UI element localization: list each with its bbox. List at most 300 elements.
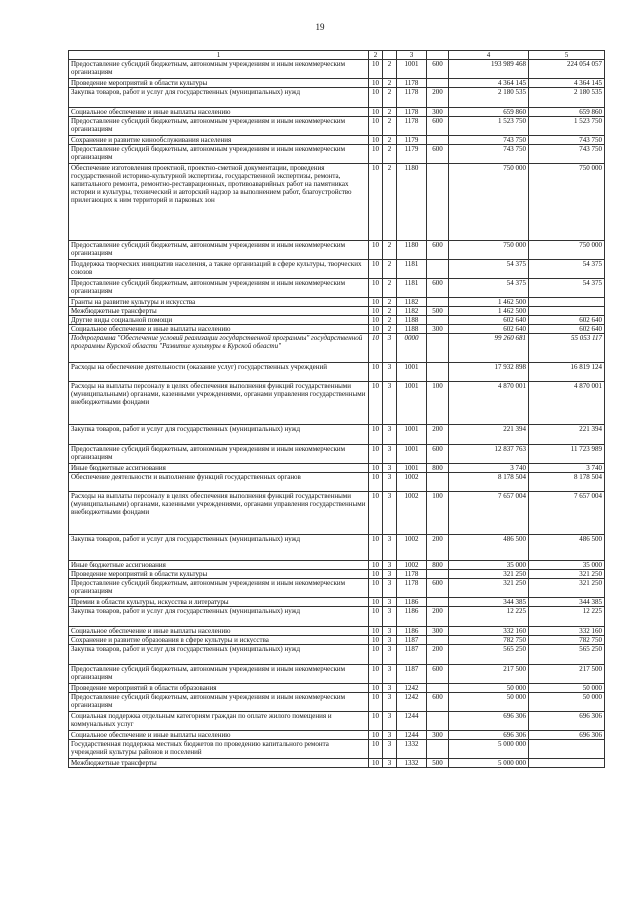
article-cell: 1002 bbox=[397, 561, 427, 570]
subsection-cell: 3 bbox=[383, 445, 397, 464]
subsection-cell: 2 bbox=[383, 117, 397, 136]
name-cell: Премии в области культуры, искусства и литературы bbox=[69, 598, 369, 607]
table-row bbox=[69, 79, 605, 88]
expense-type-cell bbox=[427, 164, 449, 241]
amount-year2-cell: 11 723 989 bbox=[529, 445, 605, 464]
amount-year2-cell: 4 870 001 bbox=[529, 382, 605, 425]
amount-year2-cell: 12 225 bbox=[529, 607, 605, 627]
subsection-cell: 2 bbox=[383, 325, 397, 334]
table-row bbox=[69, 636, 605, 645]
header-cell: 1 bbox=[69, 51, 369, 60]
amount-year1-cell: 54 375 bbox=[449, 279, 529, 298]
article-cell: 1186 bbox=[397, 627, 427, 636]
amount-year2-cell: 217 500 bbox=[529, 665, 605, 684]
expense-type-cell: 600 bbox=[427, 665, 449, 684]
name-cell: Социальное обеспечение и иные выплаты населению bbox=[69, 325, 369, 334]
name-cell: Социальная поддержка отдельным категориям граждан по оплате жилого помещения и коммунальных услуг bbox=[69, 712, 369, 731]
amount-year2-cell: 8 178 504 bbox=[529, 473, 605, 492]
expense-type-cell: 100 bbox=[427, 382, 449, 425]
article-cell: 1242 bbox=[397, 684, 427, 693]
amount-year1-cell: 743 750 bbox=[449, 136, 529, 145]
name-cell: Социальное обеспечение и иные выплаты населению bbox=[69, 627, 369, 636]
section-cell: 10 bbox=[369, 627, 383, 636]
amount-year1-cell: 17 932 898 bbox=[449, 363, 529, 382]
article-cell: 1179 bbox=[397, 136, 427, 145]
expense-type-cell: 600 bbox=[427, 579, 449, 598]
header-cell: 2 bbox=[369, 51, 383, 60]
subsection-cell: 2 bbox=[383, 307, 397, 316]
subsection-cell: 3 bbox=[383, 473, 397, 492]
article-cell: 1001 bbox=[397, 382, 427, 425]
table-row bbox=[69, 279, 605, 298]
subsection-cell: 3 bbox=[383, 684, 397, 693]
section-cell: 10 bbox=[369, 117, 383, 136]
expense-type-cell: 100 bbox=[427, 492, 449, 535]
budget-table bbox=[68, 50, 605, 768]
article-cell: 1187 bbox=[397, 636, 427, 645]
table-row bbox=[69, 117, 605, 136]
section-cell: 10 bbox=[369, 464, 383, 473]
table-row bbox=[69, 136, 605, 145]
expense-type-cell bbox=[427, 363, 449, 382]
amount-year2-cell: 486 500 bbox=[529, 535, 605, 561]
amount-year1-cell: 5 000 000 bbox=[449, 759, 529, 768]
amount-year2-cell: 782 750 bbox=[529, 636, 605, 645]
section-cell: 10 bbox=[369, 260, 383, 279]
table-row bbox=[69, 740, 605, 759]
name-cell: Закупка товаров, работ и услуг для государственных (муниципальных) нужд bbox=[69, 425, 369, 445]
amount-year2-cell: 3 740 bbox=[529, 464, 605, 473]
article-cell: 1187 bbox=[397, 665, 427, 684]
section-cell: 10 bbox=[369, 298, 383, 307]
name-cell: Предоставление субсидий бюджетным, автономным учреждениям и иным некоммерческим организациям bbox=[69, 117, 369, 136]
section-cell: 10 bbox=[369, 731, 383, 740]
subsection-cell: 3 bbox=[383, 693, 397, 712]
amount-year1-cell: 602 640 bbox=[449, 325, 529, 334]
subsection-cell: 3 bbox=[383, 740, 397, 759]
subsection-cell: 3 bbox=[383, 561, 397, 570]
expense-type-cell bbox=[427, 334, 449, 363]
amount-year1-cell: 7 657 004 bbox=[449, 492, 529, 535]
expense-type-cell: 300 bbox=[427, 108, 449, 117]
table-row bbox=[69, 665, 605, 684]
expense-type-cell: 600 bbox=[427, 279, 449, 298]
expense-type-cell: 800 bbox=[427, 464, 449, 473]
name-cell: Межбюджетные трансферты bbox=[69, 759, 369, 768]
name-cell: Обеспечение деятельности и выполнение функций государственных органов bbox=[69, 473, 369, 492]
article-cell: 1182 bbox=[397, 307, 427, 316]
article-cell: 1242 bbox=[397, 693, 427, 712]
section-cell: 10 bbox=[369, 684, 383, 693]
name-cell: Предоставление субсидий бюджетным, автономным учреждениям и иным некоммерческим организациям bbox=[69, 665, 369, 684]
section-cell: 10 bbox=[369, 307, 383, 316]
article-cell: 1188 bbox=[397, 325, 427, 334]
amount-year1-cell: 12 225 bbox=[449, 607, 529, 627]
subsection-cell: 2 bbox=[383, 316, 397, 325]
table-row bbox=[69, 627, 605, 636]
subsection-cell: 3 bbox=[383, 464, 397, 473]
name-cell: Расходы на выплаты персоналу в целях обеспечения выполнения функций государственными (муниципальными) органами, казенными учреждениями, органами управления государственными внебюджетными фондами bbox=[69, 492, 369, 535]
amount-year1-cell: 50 000 bbox=[449, 693, 529, 712]
section-cell: 10 bbox=[369, 598, 383, 607]
subsection-cell: 3 bbox=[383, 382, 397, 425]
name-cell: Сохранение и развитие кинообслуживания населения bbox=[69, 136, 369, 145]
name-cell: Подпрограмма "Обеспечение условий реализации государственной программы" государственной программы Курской области "Развитие культуры в Курской области" bbox=[69, 334, 369, 363]
table-row bbox=[69, 464, 605, 473]
amount-year1-cell: 8 178 504 bbox=[449, 473, 529, 492]
subsection-cell: 3 bbox=[383, 607, 397, 627]
table-row bbox=[69, 241, 605, 260]
subsection-cell: 2 bbox=[383, 60, 397, 79]
expense-type-cell: 300 bbox=[427, 731, 449, 740]
article-cell: 1187 bbox=[397, 645, 427, 665]
article-cell: 1178 bbox=[397, 79, 427, 88]
name-cell: Предоставление субсидий бюджетным, автономным учреждениям и иным некоммерческим организациям bbox=[69, 241, 369, 260]
section-cell: 10 bbox=[369, 241, 383, 260]
amount-year2-cell: 565 250 bbox=[529, 645, 605, 665]
expense-type-cell: 200 bbox=[427, 88, 449, 108]
section-cell: 10 bbox=[369, 712, 383, 731]
table-row bbox=[69, 607, 605, 627]
expense-type-cell: 300 bbox=[427, 627, 449, 636]
section-cell: 10 bbox=[369, 693, 383, 712]
section-cell: 10 bbox=[369, 636, 383, 645]
name-cell: Поддержка творческих инициатив населения, а также организаций в сфере культуры, творческих союзов bbox=[69, 260, 369, 279]
name-cell: Социальное обеспечение и иные выплаты населению bbox=[69, 731, 369, 740]
table-row bbox=[69, 60, 605, 79]
name-cell: Государственная поддержка местных бюджетов по проведению капитального ремонта учреждений культуры районов и поселений bbox=[69, 740, 369, 759]
expense-type-cell bbox=[427, 298, 449, 307]
amount-year1-cell: 193 989 468 bbox=[449, 60, 529, 79]
expense-type-cell: 600 bbox=[427, 60, 449, 79]
table-header-row bbox=[69, 51, 605, 60]
subsection-cell: 3 bbox=[383, 627, 397, 636]
article-cell: 1186 bbox=[397, 607, 427, 627]
section-cell: 10 bbox=[369, 279, 383, 298]
amount-year1-cell: 35 000 bbox=[449, 561, 529, 570]
section-cell: 10 bbox=[369, 136, 383, 145]
expense-type-cell: 200 bbox=[427, 607, 449, 627]
header-cell: 4 bbox=[449, 51, 529, 60]
table-row bbox=[69, 88, 605, 108]
expense-type-cell bbox=[427, 712, 449, 731]
section-cell: 10 bbox=[369, 334, 383, 363]
name-cell: Расходы на обеспечение деятельности (оказание услуг) государственных учреждений bbox=[69, 363, 369, 382]
name-cell: Предоставление субсидий бюджетным, автономным учреждениям и иным некоммерческим организациям bbox=[69, 445, 369, 464]
header-cell: 3 bbox=[397, 51, 427, 60]
amount-year1-cell: 696 306 bbox=[449, 712, 529, 731]
article-cell: 1002 bbox=[397, 492, 427, 535]
subsection-cell: 3 bbox=[383, 535, 397, 561]
article-cell: 1180 bbox=[397, 241, 427, 260]
name-cell: Проведение мероприятий в области культуры bbox=[69, 570, 369, 579]
section-cell: 10 bbox=[369, 164, 383, 241]
expense-type-cell: 200 bbox=[427, 535, 449, 561]
subsection-cell: 2 bbox=[383, 79, 397, 88]
expense-type-cell: 600 bbox=[427, 145, 449, 164]
section-cell: 10 bbox=[369, 579, 383, 598]
name-cell: Иные бюджетные ассигнования bbox=[69, 464, 369, 473]
expense-type-cell bbox=[427, 570, 449, 579]
amount-year1-cell: 486 500 bbox=[449, 535, 529, 561]
article-cell: 1178 bbox=[397, 117, 427, 136]
expense-type-cell bbox=[427, 473, 449, 492]
expense-type-cell bbox=[427, 740, 449, 759]
name-cell: Предоставление субсидий бюджетным, автономным учреждениям и иным некоммерческим организациям bbox=[69, 693, 369, 712]
amount-year2-cell: 55 053 117 bbox=[529, 334, 605, 363]
table-row bbox=[69, 382, 605, 425]
name-cell: Предоставление субсидий бюджетным, автономным учреждениям и иным некоммерческим организациям bbox=[69, 145, 369, 164]
article-cell: 1178 bbox=[397, 579, 427, 598]
name-cell: Предоставление субсидий бюджетным, автономным учреждениям и иным некоммерческим организациям bbox=[69, 279, 369, 298]
amount-year1-cell: 659 860 bbox=[449, 108, 529, 117]
name-cell: Закупка товаров, работ и услуг для государственных (муниципальных) нужд bbox=[69, 645, 369, 665]
section-cell: 10 bbox=[369, 363, 383, 382]
amount-year1-cell: 4 364 145 bbox=[449, 79, 529, 88]
table-row bbox=[69, 579, 605, 598]
article-cell: 1001 bbox=[397, 464, 427, 473]
section-cell: 10 bbox=[369, 473, 383, 492]
page-number: 19 bbox=[315, 22, 325, 32]
section-cell: 10 bbox=[369, 79, 383, 88]
table-row bbox=[69, 731, 605, 740]
section-cell: 10 bbox=[369, 492, 383, 535]
article-cell: 1178 bbox=[397, 88, 427, 108]
amount-year2-cell: 1 523 750 bbox=[529, 117, 605, 136]
section-cell: 10 bbox=[369, 535, 383, 561]
table-row bbox=[69, 684, 605, 693]
article-cell: 1179 bbox=[397, 145, 427, 164]
table-row bbox=[69, 598, 605, 607]
section-cell: 10 bbox=[369, 325, 383, 334]
expense-type-cell bbox=[427, 684, 449, 693]
expense-type-cell: 600 bbox=[427, 445, 449, 464]
table-row bbox=[69, 535, 605, 561]
article-cell: 1001 bbox=[397, 445, 427, 464]
table-row bbox=[69, 759, 605, 768]
section-cell: 10 bbox=[369, 60, 383, 79]
subsection-cell: 2 bbox=[383, 108, 397, 117]
amount-year1-cell: 12 837 763 bbox=[449, 445, 529, 464]
amount-year1-cell: 1 462 500 bbox=[449, 298, 529, 307]
amount-year2-cell: 743 750 bbox=[529, 136, 605, 145]
amount-year2-cell: 35 000 bbox=[529, 561, 605, 570]
amount-year2-cell: 602 640 bbox=[529, 316, 605, 325]
name-cell: Закупка товаров, работ и услуг для государственных (муниципальных) нужд bbox=[69, 88, 369, 108]
section-cell: 10 bbox=[369, 145, 383, 164]
name-cell: Закупка товаров, работ и услуг для государственных (муниципальных) нужд bbox=[69, 607, 369, 627]
table-row bbox=[69, 693, 605, 712]
table-row bbox=[69, 570, 605, 579]
amount-year2-cell: 321 250 bbox=[529, 579, 605, 598]
subsection-cell: 3 bbox=[383, 645, 397, 665]
amount-year2-cell: 221 394 bbox=[529, 425, 605, 445]
subsection-cell: 2 bbox=[383, 279, 397, 298]
name-cell: Иные бюджетные ассигнования bbox=[69, 561, 369, 570]
amount-year2-cell: 696 306 bbox=[529, 712, 605, 731]
amount-year1-cell: 217 500 bbox=[449, 665, 529, 684]
amount-year1-cell: 696 306 bbox=[449, 731, 529, 740]
name-cell: Обеспечение изготовления проектной, проектно-сметной документации, проведения государственной историко-культурной экспертизы, государственной экспертизы, ремонта, капитального ремонта, ремонтно-реставрационных, противоаварийных работ на памятниках истории и культуры, технический и авторский надзор за выполнением работ, благоустройство прилегающих к ним территорий и парковых зон bbox=[69, 164, 369, 241]
table-row bbox=[69, 307, 605, 316]
expense-type-cell bbox=[427, 316, 449, 325]
section-cell: 10 bbox=[369, 382, 383, 425]
subsection-cell: 2 bbox=[383, 298, 397, 307]
subsection-cell: 3 bbox=[383, 598, 397, 607]
subsection-cell: 2 bbox=[383, 164, 397, 241]
table-row bbox=[69, 561, 605, 570]
article-cell: 1332 bbox=[397, 740, 427, 759]
article-cell: 1178 bbox=[397, 108, 427, 117]
amount-year1-cell: 321 250 bbox=[449, 579, 529, 598]
article-cell: 1188 bbox=[397, 316, 427, 325]
article-cell: 1244 bbox=[397, 712, 427, 731]
subsection-cell: 3 bbox=[383, 425, 397, 445]
expense-type-cell: 200 bbox=[427, 645, 449, 665]
section-cell: 10 bbox=[369, 108, 383, 117]
amount-year1-cell: 5 000 000 bbox=[449, 740, 529, 759]
article-cell: 1001 bbox=[397, 60, 427, 79]
name-cell: Закупка товаров, работ и услуг для государственных (муниципальных) нужд bbox=[69, 535, 369, 561]
amount-year1-cell: 54 375 bbox=[449, 260, 529, 279]
article-cell: 1181 bbox=[397, 279, 427, 298]
expense-type-cell: 800 bbox=[427, 561, 449, 570]
table-row bbox=[69, 334, 605, 363]
subsection-cell: 2 bbox=[383, 88, 397, 108]
section-cell: 10 bbox=[369, 740, 383, 759]
amount-year2-cell: 7 657 004 bbox=[529, 492, 605, 535]
amount-year2-cell bbox=[529, 307, 605, 316]
expense-type-cell bbox=[427, 136, 449, 145]
section-cell: 10 bbox=[369, 445, 383, 464]
expense-type-cell bbox=[427, 79, 449, 88]
subsection-cell: 3 bbox=[383, 579, 397, 598]
amount-year2-cell: 750 000 bbox=[529, 164, 605, 241]
amount-year1-cell: 99 260 681 bbox=[449, 334, 529, 363]
amount-year2-cell: 696 306 bbox=[529, 731, 605, 740]
section-cell: 10 bbox=[369, 645, 383, 665]
subsection-cell: 2 bbox=[383, 145, 397, 164]
name-cell: Межбюджетные трансферты bbox=[69, 307, 369, 316]
amount-year1-cell: 4 870 001 bbox=[449, 382, 529, 425]
amount-year1-cell: 782 750 bbox=[449, 636, 529, 645]
amount-year1-cell: 3 740 bbox=[449, 464, 529, 473]
amount-year2-cell: 2 180 535 bbox=[529, 88, 605, 108]
section-cell: 10 bbox=[369, 561, 383, 570]
subsection-cell: 3 bbox=[383, 759, 397, 768]
subsection-cell: 3 bbox=[383, 665, 397, 684]
article-cell: 1181 bbox=[397, 260, 427, 279]
table-row bbox=[69, 492, 605, 535]
amount-year2-cell: 750 000 bbox=[529, 241, 605, 260]
header-cell: 5 bbox=[529, 51, 605, 60]
amount-year2-cell bbox=[529, 740, 605, 759]
amount-year2-cell: 54 375 bbox=[529, 260, 605, 279]
expense-type-cell: 500 bbox=[427, 759, 449, 768]
amount-year2-cell: 50 000 bbox=[529, 693, 605, 712]
amount-year1-cell: 1 523 750 bbox=[449, 117, 529, 136]
table-row bbox=[69, 325, 605, 334]
expense-type-cell bbox=[427, 598, 449, 607]
amount-year1-cell: 332 160 bbox=[449, 627, 529, 636]
subsection-cell: 3 bbox=[383, 636, 397, 645]
table-row bbox=[69, 316, 605, 325]
subsection-cell: 2 bbox=[383, 260, 397, 279]
expense-type-cell: 500 bbox=[427, 307, 449, 316]
amount-year2-cell bbox=[529, 298, 605, 307]
subsection-cell: 3 bbox=[383, 712, 397, 731]
amount-year2-cell: 602 640 bbox=[529, 325, 605, 334]
article-cell: 1182 bbox=[397, 298, 427, 307]
table-row bbox=[69, 363, 605, 382]
section-cell: 10 bbox=[369, 665, 383, 684]
table-row bbox=[69, 425, 605, 445]
name-cell: Сохранение и развитие образования в сфере культуры и искусства bbox=[69, 636, 369, 645]
amount-year1-cell: 1 462 500 bbox=[449, 307, 529, 316]
table-row bbox=[69, 473, 605, 492]
amount-year2-cell bbox=[529, 759, 605, 768]
name-cell: Предоставление субсидий бюджетным, автономным учреждениям и иным некоммерческим организациям bbox=[69, 579, 369, 598]
article-cell: 1002 bbox=[397, 473, 427, 492]
amount-year1-cell: 565 250 bbox=[449, 645, 529, 665]
subsection-cell: 2 bbox=[383, 241, 397, 260]
expense-type-cell bbox=[427, 636, 449, 645]
expense-type-cell: 600 bbox=[427, 117, 449, 136]
table-row bbox=[69, 445, 605, 464]
amount-year2-cell: 224 054 057 bbox=[529, 60, 605, 79]
amount-year2-cell: 344 385 bbox=[529, 598, 605, 607]
name-cell: Другие виды социальной помощи bbox=[69, 316, 369, 325]
name-cell: Расходы на выплаты персоналу в целях обеспечения выполнения функций государственными (муниципальными) органами, казенными учреждениями, органами управления государственными внебюджетными фондами bbox=[69, 382, 369, 425]
amount-year1-cell: 344 385 bbox=[449, 598, 529, 607]
section-cell: 10 bbox=[369, 88, 383, 108]
name-cell: Предоставление субсидий бюджетным, автономным учреждениям и иным некоммерческим организациям bbox=[69, 60, 369, 79]
amount-year1-cell: 2 180 535 bbox=[449, 88, 529, 108]
article-cell: 1178 bbox=[397, 570, 427, 579]
header-cell bbox=[383, 51, 397, 60]
amount-year2-cell: 321 250 bbox=[529, 570, 605, 579]
article-cell: 1186 bbox=[397, 598, 427, 607]
amount-year2-cell: 4 364 145 bbox=[529, 79, 605, 88]
section-cell: 10 bbox=[369, 570, 383, 579]
amount-year1-cell: 743 750 bbox=[449, 145, 529, 164]
article-cell: 1001 bbox=[397, 363, 427, 382]
amount-year2-cell: 743 750 bbox=[529, 145, 605, 164]
name-cell: Социальное обеспечение и иные выплаты населению bbox=[69, 108, 369, 117]
article-cell: 1001 bbox=[397, 425, 427, 445]
amount-year2-cell: 16 819 124 bbox=[529, 363, 605, 382]
amount-year1-cell: 221 394 bbox=[449, 425, 529, 445]
amount-year1-cell: 750 000 bbox=[449, 164, 529, 241]
article-cell: 1332 bbox=[397, 759, 427, 768]
article-cell: 1180 bbox=[397, 164, 427, 241]
subsection-cell: 3 bbox=[383, 570, 397, 579]
article-cell: 0000 bbox=[397, 334, 427, 363]
expense-type-cell: 300 bbox=[427, 325, 449, 334]
subsection-cell: 3 bbox=[383, 492, 397, 535]
section-cell: 10 bbox=[369, 425, 383, 445]
table-row bbox=[69, 645, 605, 665]
section-cell: 10 bbox=[369, 316, 383, 325]
amount-year1-cell: 602 640 bbox=[449, 316, 529, 325]
subsection-cell: 2 bbox=[383, 136, 397, 145]
table-row bbox=[69, 260, 605, 279]
subsection-cell: 3 bbox=[383, 334, 397, 363]
amount-year1-cell: 750 000 bbox=[449, 241, 529, 260]
table-row bbox=[69, 145, 605, 164]
table-row bbox=[69, 712, 605, 731]
subsection-cell: 3 bbox=[383, 731, 397, 740]
